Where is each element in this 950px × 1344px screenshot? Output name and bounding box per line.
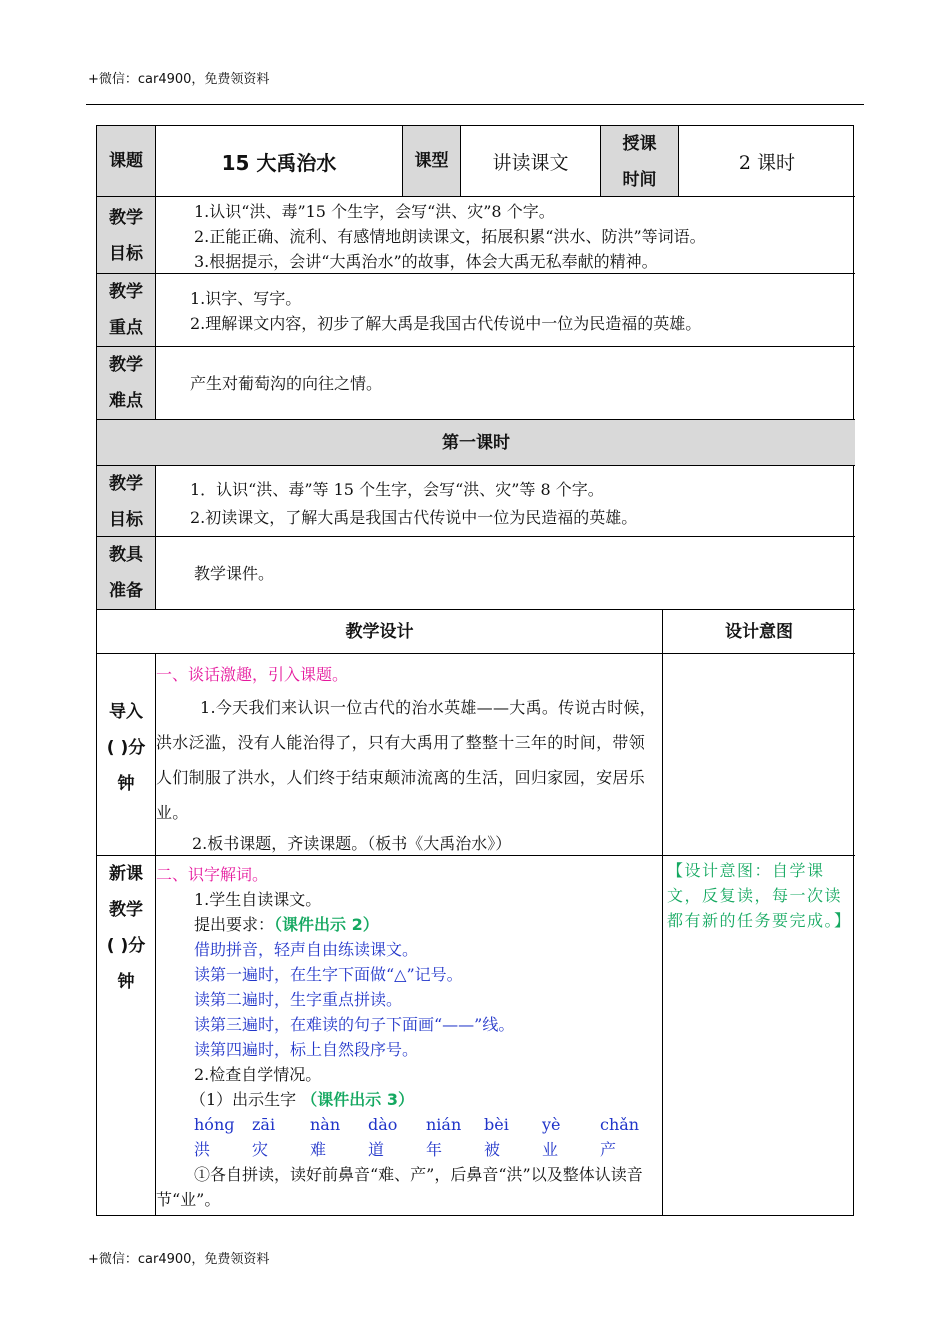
- goal-line: 3.根据提示，会讲“大禹治水”的故事，体会大禹无私奉献的精神。: [194, 252, 658, 271]
- design-header-left: 教学设计: [97, 610, 663, 654]
- first-goals-content: [156, 466, 855, 537]
- label-tools-1: 教具: [109, 545, 143, 565]
- goal-line: 2.正能正确、流利、有感情地朗读课文，拓展积累“洪水、防洪”等词语。: [194, 227, 706, 246]
- design-header-right: 设计意图: [663, 610, 855, 654]
- label-diff-2: 难点: [109, 391, 143, 411]
- label-goals-1: 教学: [109, 208, 143, 228]
- pinyin: bèi: [484, 1115, 509, 1134]
- new-line: 读第四遍时，标上自然段序号。: [194, 1040, 419, 1059]
- label-new-lesson: [97, 856, 156, 1215]
- new-line: ①各自拼读，读好前鼻音“难、产”，后鼻音“洪”以及整体认读音节“业”。: [156, 1165, 643, 1209]
- label-tools: [97, 537, 156, 610]
- label-intro-2: ( )分: [106, 738, 146, 758]
- label-new-3: ( )分: [106, 936, 146, 956]
- lesson-type: 讲读课文: [461, 126, 601, 197]
- hanzi: 灾: [252, 1140, 269, 1159]
- intro-heading: 一、谈话激趣，引入课题。: [156, 665, 349, 684]
- intro-content: [156, 654, 663, 856]
- pinyin: dào: [368, 1115, 398, 1134]
- hanzi: 道: [368, 1140, 385, 1159]
- key-line: 1.识字、写字。: [190, 289, 302, 308]
- tools-content: 教学课件。: [156, 537, 855, 610]
- show-chars-text: （1）出示生字: [190, 1090, 297, 1109]
- label-new-2: 教学: [109, 900, 143, 920]
- label-diff-1: 教学: [109, 355, 143, 375]
- pinyin: hónɡ: [194, 1115, 235, 1134]
- new-lesson-intent: 【设计意图：自学课文，反复读，每一次读都有新的任务要完成。】: [667, 861, 852, 930]
- difficulties-content: 产生对葡萄沟的向往之情。: [156, 347, 855, 420]
- hanzi: 产: [600, 1140, 617, 1159]
- new-line: 2.检查自学情况。: [194, 1065, 322, 1084]
- pinyin: nián: [426, 1115, 462, 1134]
- label-key-2: 重点: [109, 318, 143, 338]
- goal-line: 1.认识“洪、毒”15 个生字，会写“洪、灾”8 个字。: [194, 202, 555, 221]
- label-intro: [97, 654, 156, 856]
- pinyin-row: [156, 1112, 658, 1137]
- key-points-content: [156, 274, 855, 347]
- pinyin: nàn: [310, 1115, 341, 1134]
- header-rule: [86, 104, 864, 105]
- label-time: [601, 126, 679, 197]
- new-line: [156, 912, 658, 937]
- label-new-1: 新课: [109, 864, 143, 884]
- key-line: 2.理解课文内容，初步了解大禹是我国古代传说中一位为民造福的英雄。: [190, 314, 702, 333]
- label-intro-1: 导入: [109, 702, 143, 722]
- new-lesson-heading: 二、识字解词。: [156, 865, 269, 884]
- pinyin: chǎn: [600, 1115, 640, 1134]
- label-new-4: 钟: [117, 972, 135, 992]
- intro-para-2: 2.板书课题，齐读课题。（板书《大禹治水》）: [192, 834, 512, 853]
- label-tools-2: 准备: [109, 581, 143, 601]
- label-fg-1: 教学: [109, 474, 143, 494]
- intro-para-1: 1.今天我们来认识一位古代的治水英雄——大禹。传说古时候，洪水泛滥，没有人能治得了，只有大禹用了整整十三年的时间，带领人们制服了洪水，人们终于结束颠沛流离的生活，回归家园，安居乐业。: [156, 698, 656, 822]
- new-lesson-content: [156, 856, 663, 1215]
- lesson-topic: 15 大禹治水: [156, 126, 403, 197]
- label-fg-2: 目标: [109, 510, 143, 530]
- courseware-note: （课件出示 2）: [274, 915, 379, 934]
- hanzi-row: [156, 1137, 658, 1162]
- label-type: 课型: [403, 126, 461, 197]
- new-line: 读第二遍时，生字重点拼读。: [194, 990, 403, 1009]
- lesson-plan-table: [96, 125, 854, 1216]
- label-key-1: 教学: [109, 282, 143, 302]
- pinyin: zāi: [252, 1115, 276, 1134]
- label-first-goals: [97, 466, 156, 537]
- footer-note: +微信：car4900，免费领资料: [88, 1252, 270, 1267]
- new-line: 借助拼音，轻声自由练读课文。: [194, 940, 419, 959]
- new-line: 1.学生自读课文。: [194, 890, 322, 909]
- label-key-points: [97, 274, 156, 347]
- hanzi: 业: [542, 1140, 559, 1159]
- hanzi: 洪: [194, 1140, 211, 1159]
- goals-content: [156, 197, 855, 274]
- hanzi: 被: [484, 1140, 501, 1159]
- intro-intent: [663, 654, 855, 856]
- hanzi: 年: [426, 1140, 443, 1159]
- first-goal-line: 1．认识“洪、毒”等 15 个生字，会写“洪、灾”等 8 个字。: [190, 480, 604, 499]
- first-lesson-title: 第一课时: [97, 420, 855, 466]
- label-goals-2: 目标: [109, 244, 143, 264]
- header-note: +微信：car4900，免费领资料: [88, 72, 270, 87]
- label-intro-3: 钟: [117, 774, 135, 794]
- first-goal-line: 2.初读课文，了解大禹是我国古代传说中一位为民造福的英雄。: [190, 508, 638, 527]
- label-goals: [97, 197, 156, 274]
- new-line: 读第一遍时，在生字下面做“△”记号。: [194, 965, 463, 984]
- new-line: [156, 1087, 658, 1112]
- label-time-line-2: 时间: [622, 170, 657, 190]
- courseware-note: （课件出示 3）: [301, 1090, 414, 1109]
- pinyin: yè: [542, 1115, 561, 1134]
- new-line: 读第三遍时，在难读的句子下面画“——”线。: [194, 1015, 515, 1034]
- label-topic: 课题: [97, 126, 156, 197]
- lesson-hours: 2 课时: [679, 126, 855, 197]
- hanzi: 难: [310, 1140, 327, 1159]
- requirement-text: 提出要求：: [194, 915, 275, 934]
- label-time-line-1: 授课: [622, 134, 657, 154]
- label-difficulties: [97, 347, 156, 420]
